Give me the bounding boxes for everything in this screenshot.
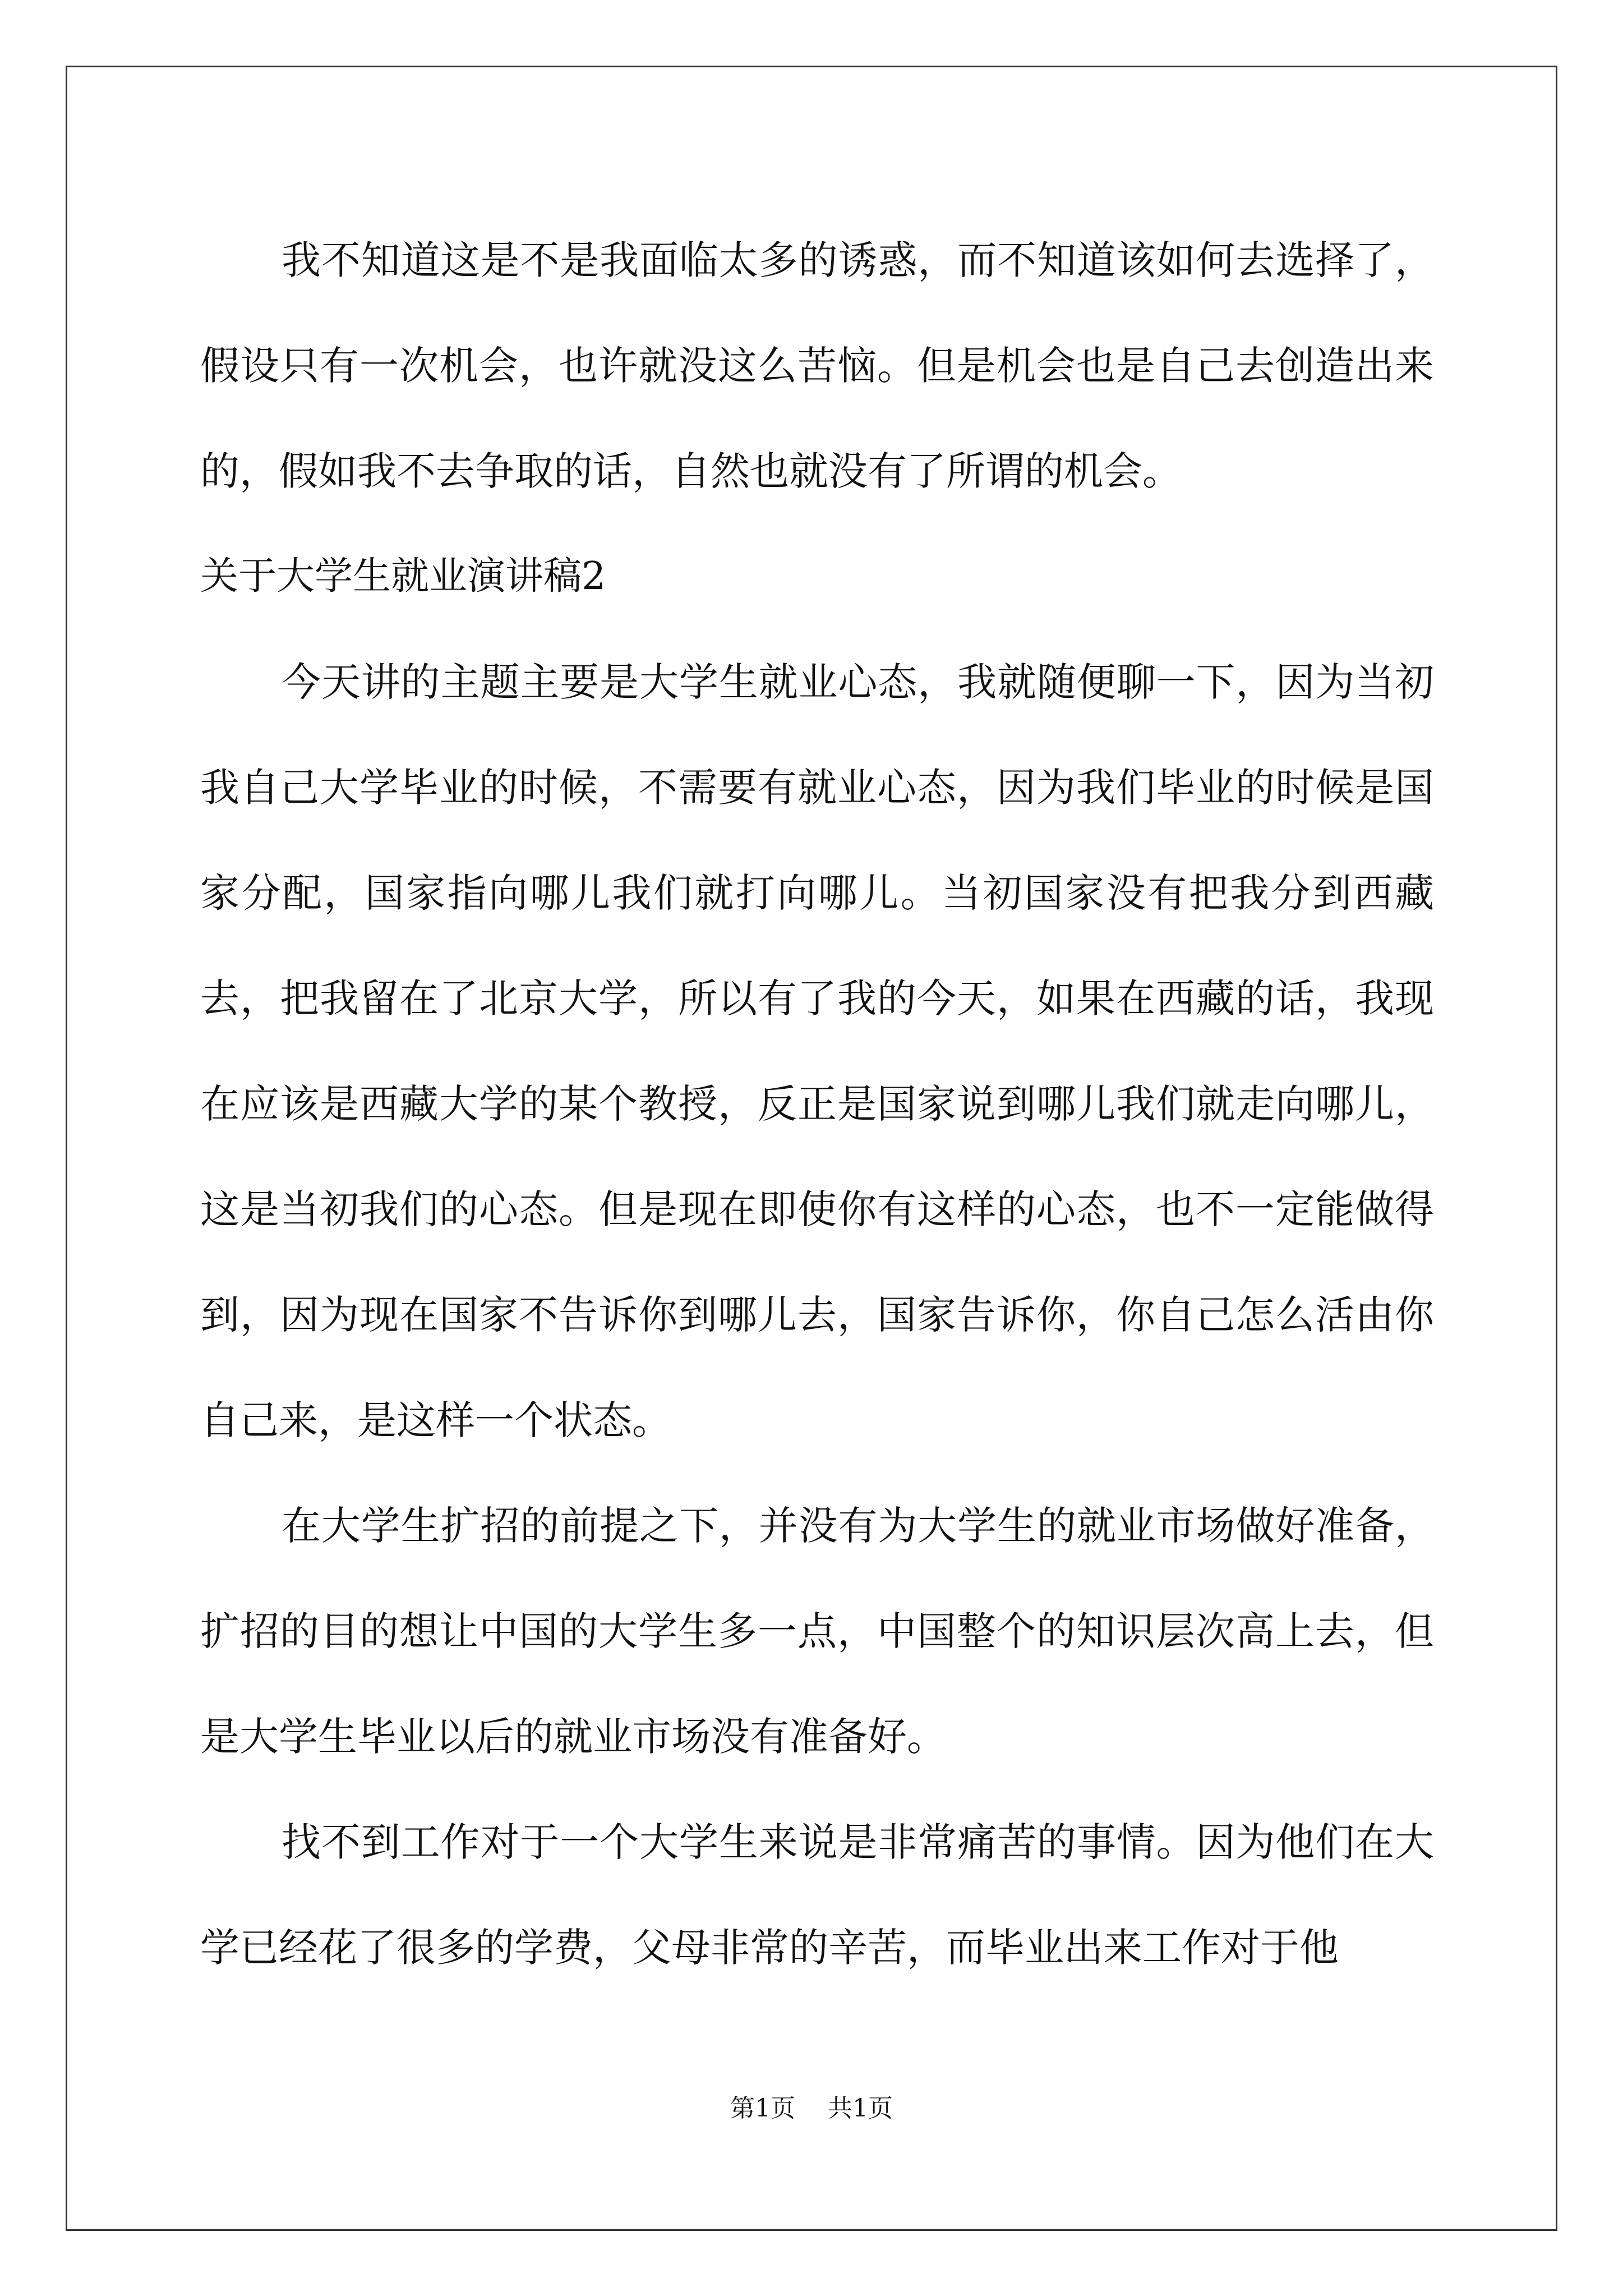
paragraph-2: 今天讲的主题主要是大学生就业心态，我就随便聊一下，因为当初我自己大学毕业的时候，不需要有就业心态，因为我们毕业的时候是国家分配，国家指向哪儿我们就打向哪儿。当初国家没有把我分到西藏去，把我留在了北京大学，所以有了我的今天，如果在西藏的话，我现在应该是西藏大学的某个教授，反正是国家说到哪儿我们就走向哪儿，这是当初我们的心态。但是现在即使你有这样的心态，也不一定能做得到，因为现在国家不告诉你到哪儿去，国家告诉你，你自己怎么活由你自己来，是这样一个状态。 (200, 659, 1434, 1443)
paragraph-3: 在大学生扩招的前提之下，并没有为大学生的就业市场做好准备，扩招的目的想让中国的大学生多一点，中国整个的知识层次高上去，但是大学生毕业以后的就业市场没有准备好。 (200, 1503, 1434, 1760)
page-total: 共1页 (828, 2094, 893, 2123)
paragraph-4: 找不到工作对于一个大学生来说是非常痛苦的事情。因为他们在大学已经花了很多的学费，父母非常的辛苦，而毕业出来工作对于他 (200, 1819, 1434, 1971)
page-number: 第1页 (730, 2094, 795, 2123)
page-footer (0, 2088, 1623, 2124)
document-body (200, 208, 1434, 2000)
paragraph-1: 我不知道这是不是我面临太多的诱惑，而不知道该如何去选择了，假设只有一次机会，也许就没这么苦恼。但是机会也是自己去创造出来的，假如我不去争取的话，自然也就没有了所谓的机会。 (200, 237, 1434, 494)
section-heading: 关于大学生就业演讲稿2 (200, 554, 606, 599)
